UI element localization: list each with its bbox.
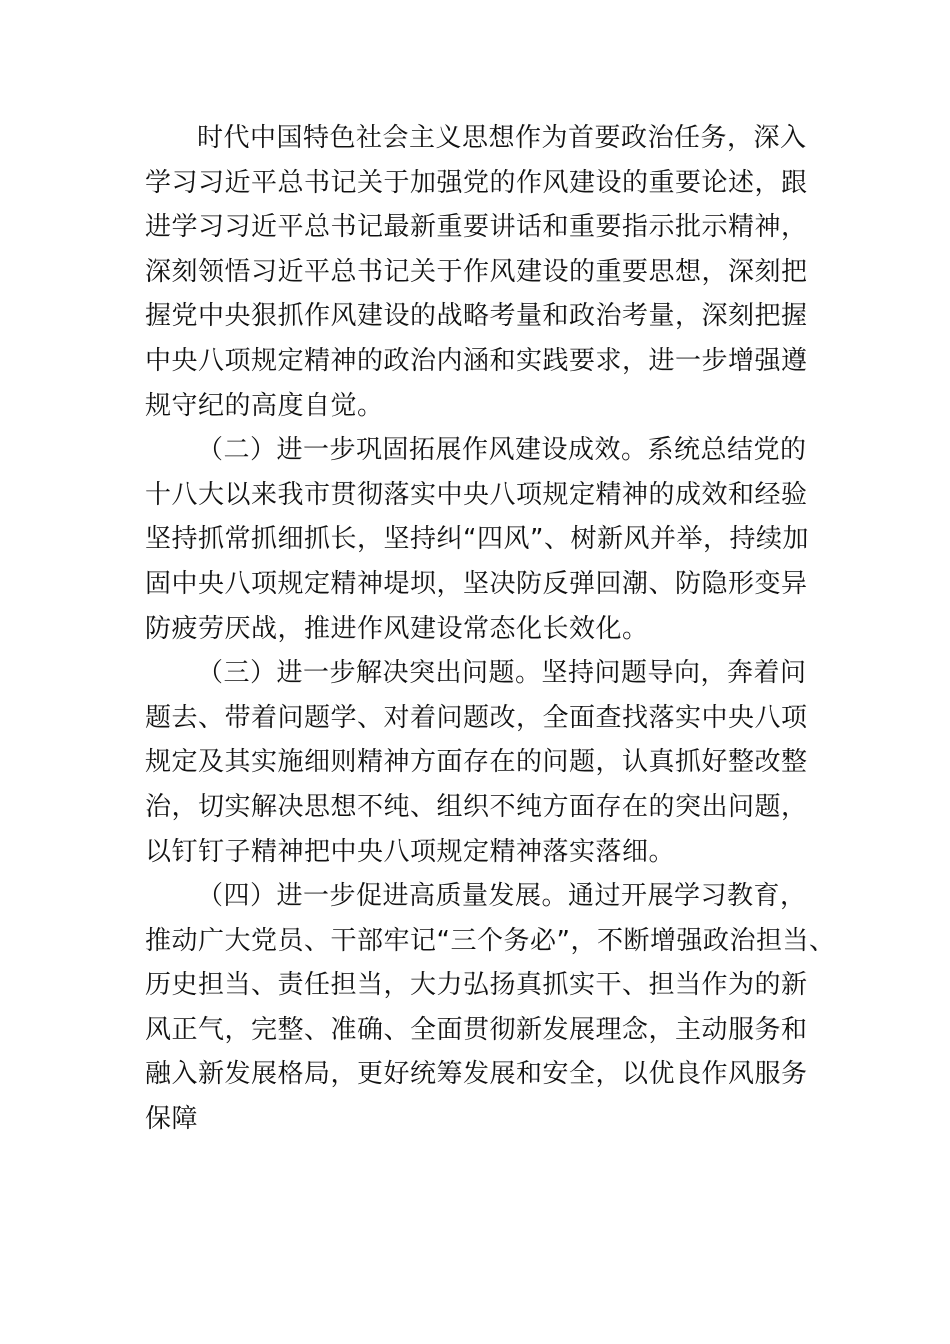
text-line: 规定及其实施细则精神方面存在的问题，认真抓好整改整 [145, 747, 808, 778]
section-heading-line: （四）进一步促进高质量发展。通过开展学习教育， [197, 881, 807, 912]
text-line: 坚持抓常抓细抓长，坚持纠“四风”、树新风并举，持续加 [145, 524, 809, 555]
text-line: 以钉钉子精神把中央八项规定精神落实落细。 [145, 836, 676, 867]
document-body [145, 116, 845, 1142]
text-line: 保障 [145, 1104, 199, 1135]
section-heading-line: （三）进一步解决突出问题。坚持问题导向，奔着问 [197, 658, 807, 689]
text-line: 时代中国特色社会主义思想作为首要政治任务，深入 [197, 123, 807, 153]
text-line: 学习习近平总书记关于加强党的作风建设的重要论述，跟 [145, 167, 808, 198]
text-line: 进学习习近平总书记最新重要讲话和重要指示批示精神， [145, 212, 808, 243]
text-line: 防疲劳厌战，推进作风建设常态化长效化。 [145, 613, 649, 644]
text-line: 融入新发展格局，更好统筹发展和安全，以优良作风服务 [145, 1059, 808, 1090]
text-line: 深刻领悟习近平总书记关于作风建设的重要思想，深刻把 [145, 256, 808, 287]
text-line: 风正气，完整、准确、全面贯彻新发展理念，主动服务和 [145, 1014, 808, 1045]
text-line: 推动广大党员、干部牢记“三个务必”，不断增强政治担当、 [145, 925, 836, 956]
text-line: 握党中央狠抓作风建设的战略考量和政治考量，深刻把握 [145, 301, 808, 332]
section-heading-line: （二）进一步巩固拓展作风建设成效。系统总结党的 [197, 435, 807, 466]
text-line: 题去、带着问题学、对着问题改，全面查找落实中央八项 [145, 702, 808, 733]
text-line: 规守纪的高度自觉。 [145, 390, 384, 421]
text-line: 历史担当、责任担当，大力弘扬真抓实干、担当作为的新 [145, 970, 808, 1001]
text-line: 中央八项规定精神的政治内涵和实践要求，进一步增强遵 [145, 345, 808, 376]
text-line: 固中央八项规定精神堤坝，坚决防反弹回潮、防隐形变异 [145, 568, 808, 599]
text-line: 治，切实解决思想不纯、组织不纯方面存在的突出问题， [145, 791, 808, 822]
text-line: 十八大以来我市贯彻落实中央八项规定精神的成效和经验 [145, 479, 808, 510]
